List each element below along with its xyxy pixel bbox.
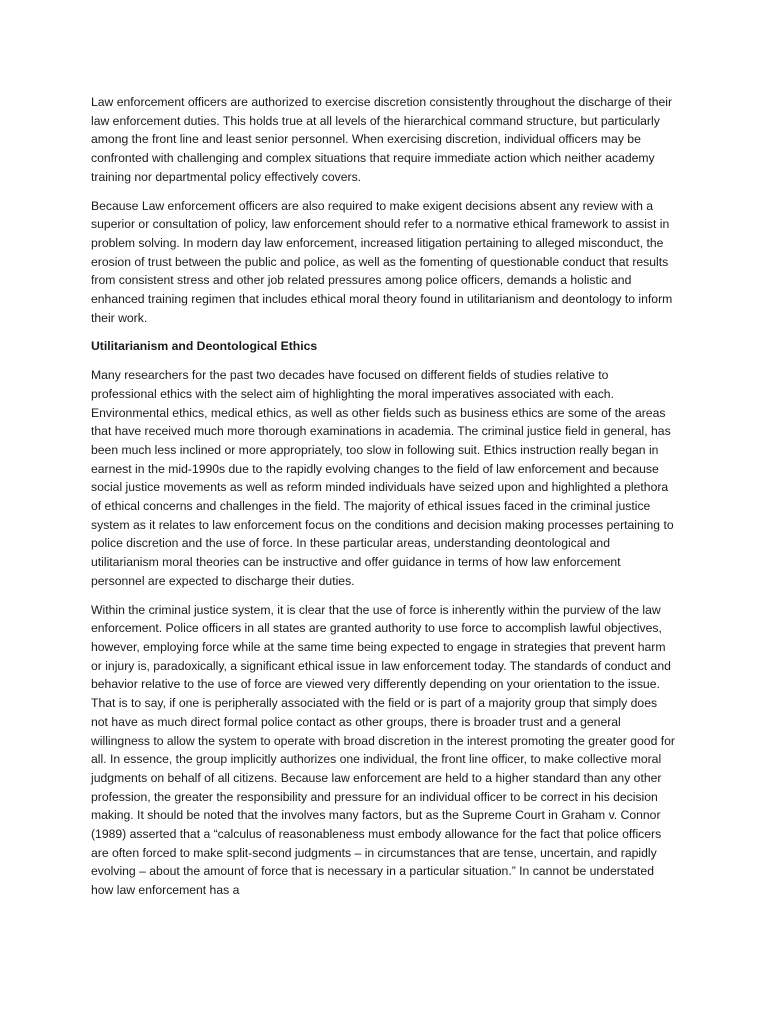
paragraph-section-1: Many researchers for the past two decades have focused on different fields of studies relative to professional ethics with the select aim of highlighting the moral imperatives associated with each. Environmental ethics, medical ethics, as well as other fields such as business ethics are some of the areas that have received much more thorough examinations in academia. The criminal justice field in general, has been much less inclined or more appropriately, too slow in following suit. Ethics instruction really began in earnest in the mid-1990s due to the rapidly evolving changes to the field of law enforcement and because social justice movements as well as reform minded individuals have seized upon and highlighted a plethora of ethical concerns and challenges in the field. The majority of ethical issues faced in the criminal justice system as it relates to law enforcement focus on the conditions and decision making processes pertaining to police discretion and the use of force. In these particular areas, understanding deontological and utilitarianism moral theories can be instructive and offer guidance in terms of how law enforcement personnel are expected to discharge their duties. — [91, 368, 674, 588]
paragraph-intro-2: Because Law enforcement officers are also required to make exigent decisions absent any review with a superior or consultation of policy, law enforcement should refer to a normative ethical framework to assist in problem solving. In modern day law enforcement, increased litigation pertaining to alleged misconduct, the erosion of trust between the public and police, as well as the fomenting of questionable conduct that results from consistent stress and other job related pressures among police officers, demands a holistic and enhanced training regimen that includes ethical moral theory found in utilitarianism and deontology to inform their work. — [91, 198, 673, 325]
section-heading: Utilitarianism and Deontological Ethics — [91, 339, 318, 354]
document-body — [91, 93, 677, 910]
paragraph-section-2: Within the criminal justice system, it is clear that the use of force is inherently within the purview of the law enforcement. Police officers in all states are granted authority to use force to accomplish lawful objectives, however, employing force while at the same time being expected to engage in strategies that prevent harm or injury is, paradoxically, a significant ethical issue in law enforcement today. The standards of conduct and behavior relative to the use of force are viewed very differently depending on your orientation to the issue. That is to say, if one is peripherally associated with the field or is part of a majority group that simply does not have as much direct formal police contact as other groups, there is broader trust and a general willingness to allow the system to operate with broad discretion in the interest promoting the greater good for all. In essence, the group implicitly authorizes one individual, the front line officer, to make collective moral judgments on behalf of all citizens. Because law enforcement are held to a higher standard than any other profession, the greater the responsibility and pressure for an individual officer to be correct in his decision making. It should be noted that the involves many factors, but as the Supreme Court in Graham v. Connor (1989) asserted that a “calculus of reasonableness must embody allowance for the fact that police officers are often forced to make split-second judgments – in circumstances that are tense, uncertain, and rapidly evolving – about the amount of force that is necessary in a particular situation.” In cannot be understated how law enforcement has a — [91, 602, 675, 898]
paragraph-intro-1: Law enforcement officers are authorized to exercise discretion consistently throughout the discharge of their law enforcement duties. This holds true at all levels of the hierarchical command structure, but particularly among the front line and least senior personnel. When exercising discretion, individual officers may be confronted with challenging and complex situations that require immediate action which neither academy training nor departmental policy effectively covers. — [91, 95, 673, 184]
